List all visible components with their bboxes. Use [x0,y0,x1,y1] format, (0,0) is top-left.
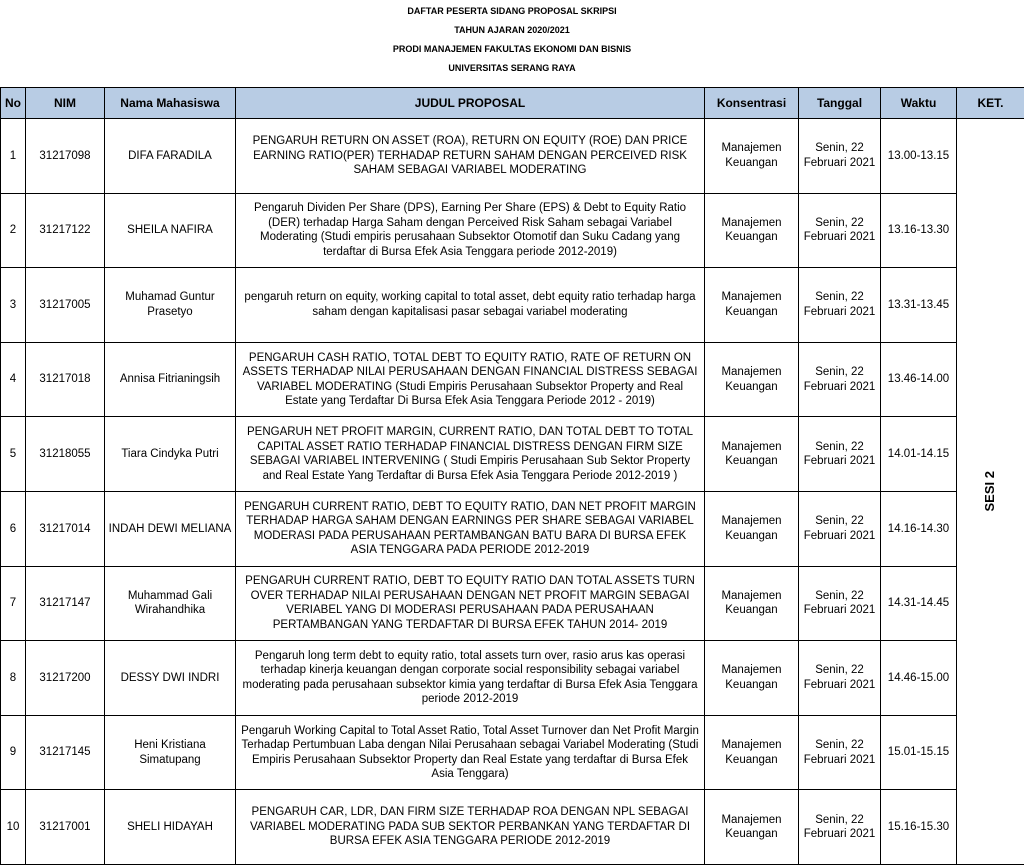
cell-judul: PENGARUH CURRENT RATIO, DEBT TO EQUITY RATIO, DAN NET PROFIT MARGIN TERHADAP HARGA SAHAM DENGAN EARNINGS PER SHARE SEBAGAI VARIABEL MODERASI PADA PERUSAHAAN PERTAMBANGAN BATU BARA DI BURSA EFEK ASIA TENGGARA PADA PERIODE 2012-2019 [236,491,705,566]
cell-nim: 31217147 [26,566,105,641]
column-header-waktu: Waktu [881,88,957,119]
cell-judul: Pengaruh long term debt to equity ratio, total assets turn over, rasio arus kas operasi terhadap kinerja keuangan dengan corporate social responsibility sebagai variabel moderating pada perusahaan subsektor kimia yang terdaftar di Bursa Efek Asia Tenggara periode 2012-2019 [236,641,705,716]
cell-waktu: 13.00-13.15 [881,119,957,194]
table-row [1,119,1024,194]
cell-nim: 31217001 [26,790,105,865]
cell-waktu: 13.31-13.45 [881,268,957,343]
cell-nim: 31218055 [26,417,105,492]
table-header-row [1,88,1024,119]
cell-nim: 31217098 [26,119,105,194]
cell-tanggal: Senin, 22 Februari 2021 [799,715,881,790]
column-header-nama: Nama Mahasiswa [105,88,236,119]
column-header-nim: NIM [26,88,105,119]
cell-judul: Pengaruh Working Capital to Total Asset Ratio, Total Asset Turnover dan Net Profit Margin Terhadap Pertumbuan Laba dengan Nilai Perusahaan sebagai Variabel Moderating (Studi Empiris Perusahaan Subsektor Property dan Real Estate yang terdaftar di Bursa Efek Asia Tenggara) [236,715,705,790]
column-header-judul: JUDUL PROPOSAL [236,88,705,119]
cell-nim: 31217145 [26,715,105,790]
cell-judul: PENGARUH CURRENT RATIO, DEBT TO EQUITY RATIO DAN TOTAL ASSETS TURN OVER TERHADAP NILAI PERUSAHAAN DENGAN NET PROFIT MARGIN SEBAGAI VERIABEL YANG DI MODERASI PERUSAHAAN PADA PERUSAHAAN PERTAMBANGAN YANG TERDAFTAR DI BURSA EFEK TAHUN 2014- 2019 [236,566,705,641]
table-row [1,715,1024,790]
cell-nim: 31217018 [26,342,105,417]
cell-konsentrasi: Manajemen Keuangan [705,790,799,865]
table-row [1,342,1024,417]
cell-konsentrasi: Manajemen Keuangan [705,342,799,417]
table-row [1,193,1024,268]
cell-nama: DESSY DWI INDRI [105,641,236,716]
cell-waktu: 15.16-15.30 [881,790,957,865]
table-row [1,268,1024,343]
cell-konsentrasi: Manajemen Keuangan [705,119,799,194]
cell-nama: DIFA FARADILA [105,119,236,194]
cell-no: 3 [1,268,26,343]
cell-waktu: 14.16-14.30 [881,491,957,566]
cell-no: 8 [1,641,26,716]
cell-tanggal: Senin, 22 Februari 2021 [799,193,881,268]
cell-no: 10 [1,790,26,865]
cell-nama: SHEILA NAFIRA [105,193,236,268]
cell-tanggal: Senin, 22 Februari 2021 [799,119,881,194]
table-row [1,417,1024,492]
cell-konsentrasi: Manajemen Keuangan [705,715,799,790]
cell-tanggal: Senin, 22 Februari 2021 [799,790,881,865]
document-header [0,0,1024,87]
table-row [1,790,1024,865]
cell-waktu: 14.31-14.45 [881,566,957,641]
cell-nama: Muhammad Gali Wirahandhika [105,566,236,641]
table-row [1,641,1024,716]
cell-no: 7 [1,566,26,641]
cell-no: 5 [1,417,26,492]
column-header-ket: KET. [957,88,1024,119]
header-academic-year: TAHUN AJARAN 2020/2021 [0,21,1024,40]
cell-konsentrasi: Manajemen Keuangan [705,566,799,641]
cell-judul: PENGARUH NET PROFIT MARGIN, CURRENT RATIO, DAN TOTAL DEBT TO TOTAL CAPITAL ASSET RATIO TERHADAP FINANCIAL DISTRESS DENGAN FIRM SIZE SEBAGAI VARIABEL INTERVENING ( Studi Empiris Perusahaan Sub Sektor Property and Real Estate Yang Terdaftar di Bursa Efek Asia Tenggara Periode 2012-2019 ) [236,417,705,492]
cell-nim: 31217014 [26,491,105,566]
cell-tanggal: Senin, 22 Februari 2021 [799,342,881,417]
column-header-no: No [1,88,26,119]
cell-nim: 31217005 [26,268,105,343]
cell-nama: SHELI HIDAYAH [105,790,236,865]
cell-nama: Annisa Fitrianingsih [105,342,236,417]
cell-waktu: 14.46-15.00 [881,641,957,716]
cell-judul: PENGARUH CASH RATIO, TOTAL DEBT TO EQUITY RATIO, RATE OF RETURN ON ASSETS TERHADAP NILAI PERUSAHAAN DENGAN FINANCIAL DISTRESS SEBAGAI VARIABEL MODERATING (Studi Empiris Perusahaan Subsektor Property and Real Estate yang Terdaftar Di Bursa Efek Asia Tenggara Periode 2012 - 2019) [236,342,705,417]
cell-tanggal: Senin, 22 Februari 2021 [799,268,881,343]
cell-no: 1 [1,119,26,194]
table-row [1,491,1024,566]
cell-no: 2 [1,193,26,268]
cell-konsentrasi: Manajemen Keuangan [705,641,799,716]
cell-konsentrasi: Manajemen Keuangan [705,417,799,492]
cell-nim: 31217200 [26,641,105,716]
cell-nim: 31217122 [26,193,105,268]
session-label: SESI 2 [983,471,998,511]
cell-nama: Heni Kristiana Simatupang [105,715,236,790]
cell-nama: Tiara Cindyka Putri [105,417,236,492]
table-row [1,566,1024,641]
cell-ket [957,119,1024,865]
cell-tanggal: Senin, 22 Februari 2021 [799,491,881,566]
cell-tanggal: Senin, 22 Februari 2021 [799,566,881,641]
column-header-tanggal: Tanggal [799,88,881,119]
participants-table [0,87,1024,865]
cell-waktu: 13.16-13.30 [881,193,957,268]
header-program: PRODI MANAJEMEN FAKULTAS EKONOMI DAN BISNIS [0,40,1024,59]
cell-nama: INDAH DEWI MELIANA [105,491,236,566]
cell-no: 9 [1,715,26,790]
cell-tanggal: Senin, 22 Februari 2021 [799,641,881,716]
cell-judul: pengaruh return on equity, working capital to total asset, debt equity ratio terhadap harga saham dengan kapitalisasi pasar sebagai variabel moderating [236,268,705,343]
cell-nama: Muhamad Guntur Prasetyo [105,268,236,343]
cell-no: 4 [1,342,26,417]
cell-konsentrasi: Manajemen Keuangan [705,193,799,268]
cell-konsentrasi: Manajemen Keuangan [705,268,799,343]
header-university: UNIVERSITAS SERANG RAYA [0,59,1024,78]
cell-judul: Pengaruh Dividen Per Share (DPS), Earning Per Share (EPS) & Debt to Equity Ratio (DER) terhadap Harga Saham dengan Perceived Risk Saham sebagai Variabel Moderating (Studi empiris perusahaan Subsektor Otomotif dan Suku Cadang yang terdaftar di Bursa Efek Asia Tenggara periode 2012-2019) [236,193,705,268]
header-title: DAFTAR PESERTA SIDANG PROPOSAL SKRIPSI [0,2,1024,21]
cell-konsentrasi: Manajemen Keuangan [705,491,799,566]
cell-judul: PENGARUH CAR, LDR, DAN FIRM SIZE TERHADAP ROA DENGAN NPL SEBAGAI VARIABEL MODERATING PADA SUB SEKTOR PERBANKAN YANG TERDAFTAR DI BURSA EFEK ASIA TENGGARA PERIODE 2012-2019 [236,790,705,865]
cell-no: 6 [1,491,26,566]
cell-judul: PENGARUH RETURN ON ASSET (ROA), RETURN ON EQUITY (ROE) DAN PRICE EARNING RATIO(PER) TERHADAP RETURN SAHAM DENGAN PERCEIVED RISK SAHAM SEBAGAI VARIABEL MODERATING [236,119,705,194]
cell-waktu: 15.01-15.15 [881,715,957,790]
cell-tanggal: Senin, 22 Februari 2021 [799,417,881,492]
cell-waktu: 14.01-14.15 [881,417,957,492]
column-header-konsentrasi: Konsentrasi [705,88,799,119]
cell-waktu: 13.46-14.00 [881,342,957,417]
